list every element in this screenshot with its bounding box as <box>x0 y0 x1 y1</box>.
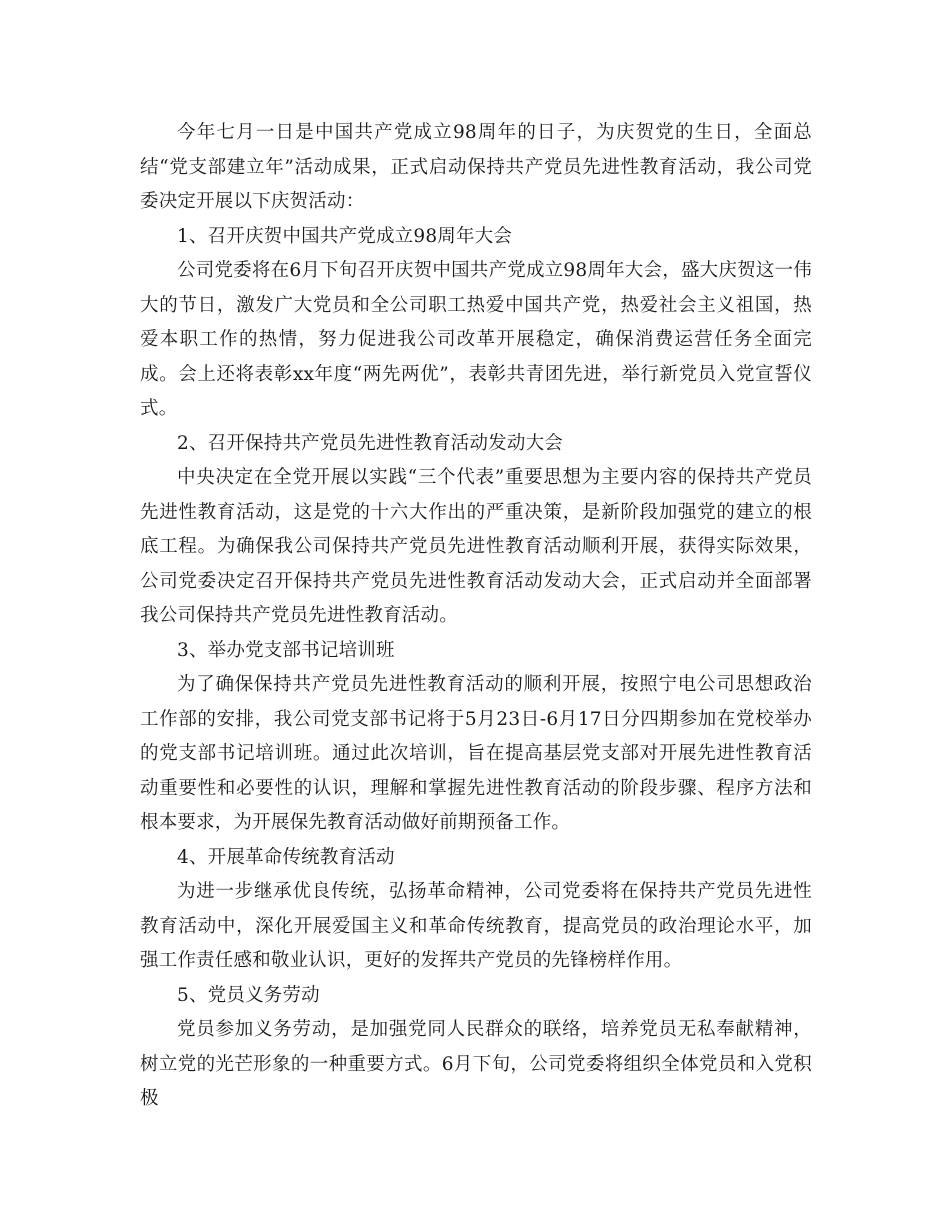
paragraph-section-1: 公司党委将在6月下旬召开庆贺中国共产党成立98周年大会，盛大庆贺这一伟大的节日，激发广大党员和全公司职工热爱中国共产党，热爱社会主义祖国，热爱本职工作的热情，努力促进我公司改革开展稳定，确保消费运营任务全面完成。会上还将表彰xx年度“两先两优”，表彰共青团先进，举行新党员入党宣誓仪式。 <box>140 260 812 419</box>
section-heading-2: 2、召开保持共产党员先进性教育活动发动大会 <box>177 432 563 454</box>
section-heading-4: 4、开展革命传统教育活动 <box>177 846 395 868</box>
paragraph-section-2: 中央决定在全党开展以实践“三个代表”重要思想为主要内容的保持共产党员先进性教育活动，这是党的十六大作出的严重决策，是新阶段加强党的建立的根底工程。为确保我公司保持共产党员先进性教育活动顺利开展，获得实际效果，公司党委决定召开保持共产党员先进性教育活动发动大会，正式启动并全面部署我公司保持共产党员先进性教育活动。 <box>140 467 812 626</box>
paragraph-section-3: 为了确保保持共产党员先进性教育活动的顺利开展，按照宁电公司思想政治工作部的安排，我公司党支部书记将于5月23日-6月17日分四期参加在党校举办的党支部书记培训班。通过此次培训，旨在提高基层党支部对开展先进性教育活动重要性和必要性的认识，理解和掌握先进性教育活动的阶段步骤、程序方法和根本要求，为开展保先教育活动做好前期预备工作。 <box>140 674 812 833</box>
paragraph-section-4: 为进一步继承优良传统，弘扬革命精神，公司党委将在保持共产党员先进性教育活动中，深化开展爱国主义和革命传统教育，提高党员的政治理论水平，加强工作责任感和敬业认识，更好的发挥共产党员的先锋榜样作用。 <box>140 881 812 971</box>
section-heading-3: 3、举办党支部书记培训班 <box>177 639 395 661</box>
paragraph-section-5: 党员参加义务劳动，是加强党同人民群众的联络，培养党员无私奉献精神，树立党的光芒形象的一种重要方式。6月下旬，公司党委将组织全体党员和入党积极 <box>140 1019 812 1109</box>
section-heading-5: 5、党员义务劳动 <box>177 984 320 1006</box>
document-body <box>140 116 812 1117</box>
section-heading-1: 1、召开庆贺中国共产党成立98周年大会 <box>177 225 513 247</box>
paragraph-intro: 今年七月一日是中国共产党成立98周年的日子，为庆贺党的生日，全面总结“党支部建立年”活动成果，正式启动保持共产党员先进性教育活动，我公司党委决定开展以下庆贺活动： <box>140 122 812 212</box>
